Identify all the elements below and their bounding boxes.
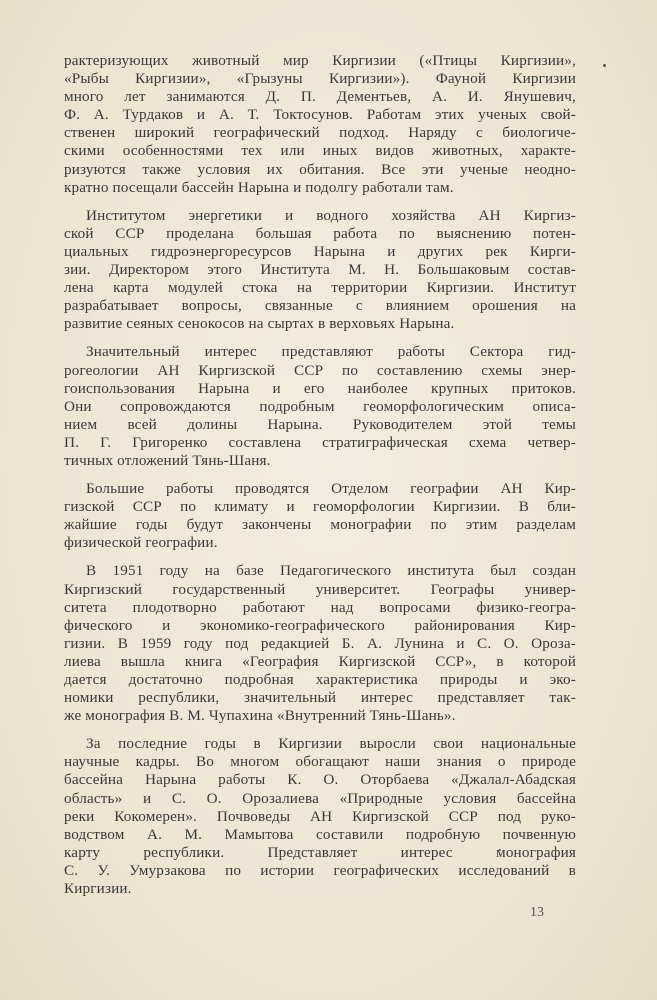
text-line: ризуются также условия их обитания. Все эти ученые неодно- <box>64 160 576 178</box>
text-line: фического и экономико-географического районирования Кир- <box>64 616 576 634</box>
text-line: П. Г. Григоренко составлена стратиграфическая схема четвер- <box>64 433 576 451</box>
text-line: В 1951 году на базе Педагогического института был создан <box>86 562 576 580</box>
text-line: рактеризующих животный мир Киргизии («Птицы Киргизии», <box>64 52 576 69</box>
text-line: рогеологии АН Киргизской ССР по составлению схемы энер- <box>64 361 576 379</box>
text-line: скими особенностями тех или иных видов животных, характе- <box>64 142 576 160</box>
text-line: нием всей долины Нарына. Руководителем этой темы <box>64 415 576 433</box>
text-line: бассейна Нарына работы К. О. Оторбаева «Джалал-Абадская <box>64 771 576 789</box>
text-line: Ф. А. Турдаков и А. Т. Токтосунов. Работам этих ученых свой- <box>64 106 576 124</box>
text-line: водством А. М. Мамытова составили подробную почвенную <box>64 825 576 843</box>
text-line: дается достаточно подробная характеристика природы и эко- <box>64 671 576 688</box>
text-line: «Рыбы Киргизии», «Грызуны Киргизии»). Фауной Киргизии <box>64 70 576 88</box>
text-line: гизии. В 1959 году под редакцией Б. А. Лунина и С. О. Ороза- <box>64 634 576 652</box>
text-line: жайшие годы будут закончены монографии по этим разделам <box>64 516 576 534</box>
text-line: Киргизский государственный университет. Географы универ- <box>64 580 576 598</box>
text-line: ситета плодотворно работают над вопросами физико-геогра- <box>64 598 576 616</box>
text-line: ской ССР проделана большая работа по выяснению потен- <box>64 224 576 242</box>
text-line: гоиспользования Нарына и его наиболее крупных притоков. <box>64 379 576 397</box>
text-line: разрабатывает вопросы, связанные с влиянием орошения на <box>64 297 576 315</box>
text-line: гизской ССР по климату и геоморфологии Киргизии. В бли- <box>64 498 576 516</box>
text-line: Институтом энергетики и водного хозяйства АН Киргиз- <box>86 206 576 224</box>
text-line: ственен широкий географический подход. Наряду с биологиче- <box>64 124 576 142</box>
page-number: 13 <box>530 905 544 920</box>
text-line: лена карта модулей стока на территории Киргизии. Институт <box>64 279 576 297</box>
text-line: тичных отложений Тянь-Шаня. <box>64 451 271 469</box>
text-line: физической географии. <box>64 534 218 552</box>
text-line: научные кадры. Во многом обогащают наши знания о природе <box>64 753 576 771</box>
text-line: много лет занимаются Д. П. Дементьев, А. И. Янушевич, <box>64 88 576 106</box>
text-line: область» и С. О. Орозалиева «Природные условия бассейна <box>64 789 576 807</box>
text-line: реки Кокомерен». Почвоведы АН Киргизской ССР под руко- <box>64 807 576 825</box>
text-line: Значительный интерес представляют работы Сектора гид- <box>86 343 576 361</box>
text-line: С. У. Умурзакова по истории географических исследований в <box>64 861 576 879</box>
text-line: Большие работы проводятся Отделом географии АН Кир- <box>86 480 576 498</box>
print-speck <box>603 64 606 67</box>
text-line: циальных гидроэнергоресурсов Нарына и других рек Кирги- <box>64 242 576 260</box>
text-line: Они сопровождаются подробным геоморфологическим описа- <box>64 397 576 415</box>
text-line: зии. Директором этого Института М. Н. Большаковым состав- <box>64 261 576 279</box>
text-line: карту республики. Представляет интерес монография <box>64 843 576 861</box>
text-line: номики республики, значительный интерес представляет так- <box>64 689 576 707</box>
text-line: кратно посещали бассейн Нарына и подолгу работали там. <box>64 178 454 196</box>
text-line: развитие сеяных сенокосов на сыртах в верховьях Нарына. <box>64 315 455 333</box>
text-line: Киргизии. <box>64 880 132 898</box>
text-line: же монография В. М. Чупахина «Внутренний Тянь-Шань». <box>64 707 456 725</box>
body-text <box>64 52 576 898</box>
text-line: лиева вышла книга «География Киргизской ССР», в которой <box>64 652 576 670</box>
text-line: За последние годы в Киргизии выросли свои национальные <box>86 735 576 753</box>
